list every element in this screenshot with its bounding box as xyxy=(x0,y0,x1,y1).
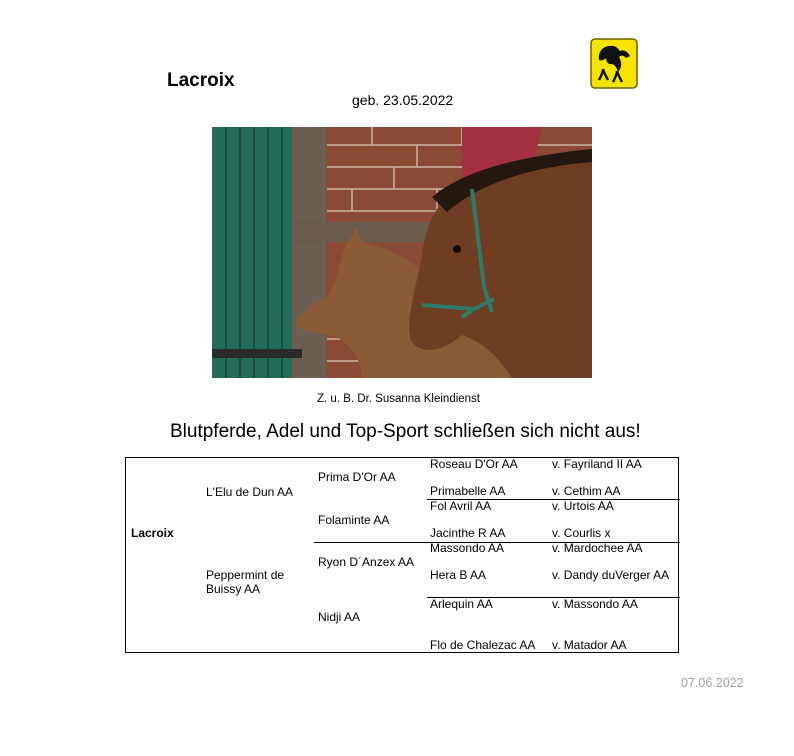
birth-date: geb. 23.05.2022 xyxy=(352,92,454,108)
horse-name-title: Lacroix xyxy=(167,70,235,91)
pedigree-great-grandparent: Arlequin AA xyxy=(430,597,493,611)
pedigree-grandparent: Nidji AA xyxy=(318,610,361,624)
pedigree-great-grandparent: Roseau D'Or AA xyxy=(430,457,518,471)
pedigree-great-grandparent: Fol Avril AA xyxy=(430,499,492,513)
pedigree-great-grandparent: Jacinthe R AA xyxy=(430,526,506,540)
slogan: Blutpferde, Adel und Top-Sport schließen sich nicht aus! xyxy=(170,421,641,442)
pedigree-great-grandparent: Flo de Chalezac AA xyxy=(430,638,536,652)
pedigree-great-grandparent: Massondo AA xyxy=(430,541,505,555)
footer-date: 07.06.2022 xyxy=(681,676,744,690)
pedigree-great-grandsire-note: v. Dandy duVerger AA xyxy=(552,568,670,582)
pedigree-subject: Lacroix xyxy=(131,526,174,540)
pedigree-table xyxy=(125,457,679,653)
pedigree-grandparent: Folaminte AA xyxy=(318,513,390,527)
pedigree-great-grandsire-note: v. Courlis x xyxy=(552,526,611,540)
pedigree-great-grandsire-note: v. Massondo AA xyxy=(552,597,638,611)
horse-photo xyxy=(212,127,592,378)
pedigree-great-grandsire-note: v. Fayriland II AA xyxy=(552,457,642,471)
pedigree-grandparent: Prima D'Or AA xyxy=(318,470,396,484)
pedigree-great-grandparent: Primabelle AA xyxy=(430,484,506,498)
pedigree-great-grandsire-note: v. Matador AA xyxy=(552,638,627,652)
pedigree-great-grandparent: Hera B AA xyxy=(430,568,487,582)
horse-logo-icon xyxy=(590,38,638,89)
pedigree-great-grandsire-note: v. Urtois AA xyxy=(552,499,614,513)
photo-credit: Z. u. B. Dr. Susanna Kleindienst xyxy=(317,393,481,405)
pedigree-great-grandsire-note: v. Cethim AA xyxy=(552,484,621,498)
pedigree-dam: Peppermint de Buissy AA xyxy=(206,568,285,596)
pedigree-sire: L'Elu de Dun AA xyxy=(206,485,294,499)
pedigree-grandparent: Ryon D´Anzex AA xyxy=(318,555,415,569)
pedigree-great-grandsire-note: v. Mardochee AA xyxy=(552,541,643,555)
